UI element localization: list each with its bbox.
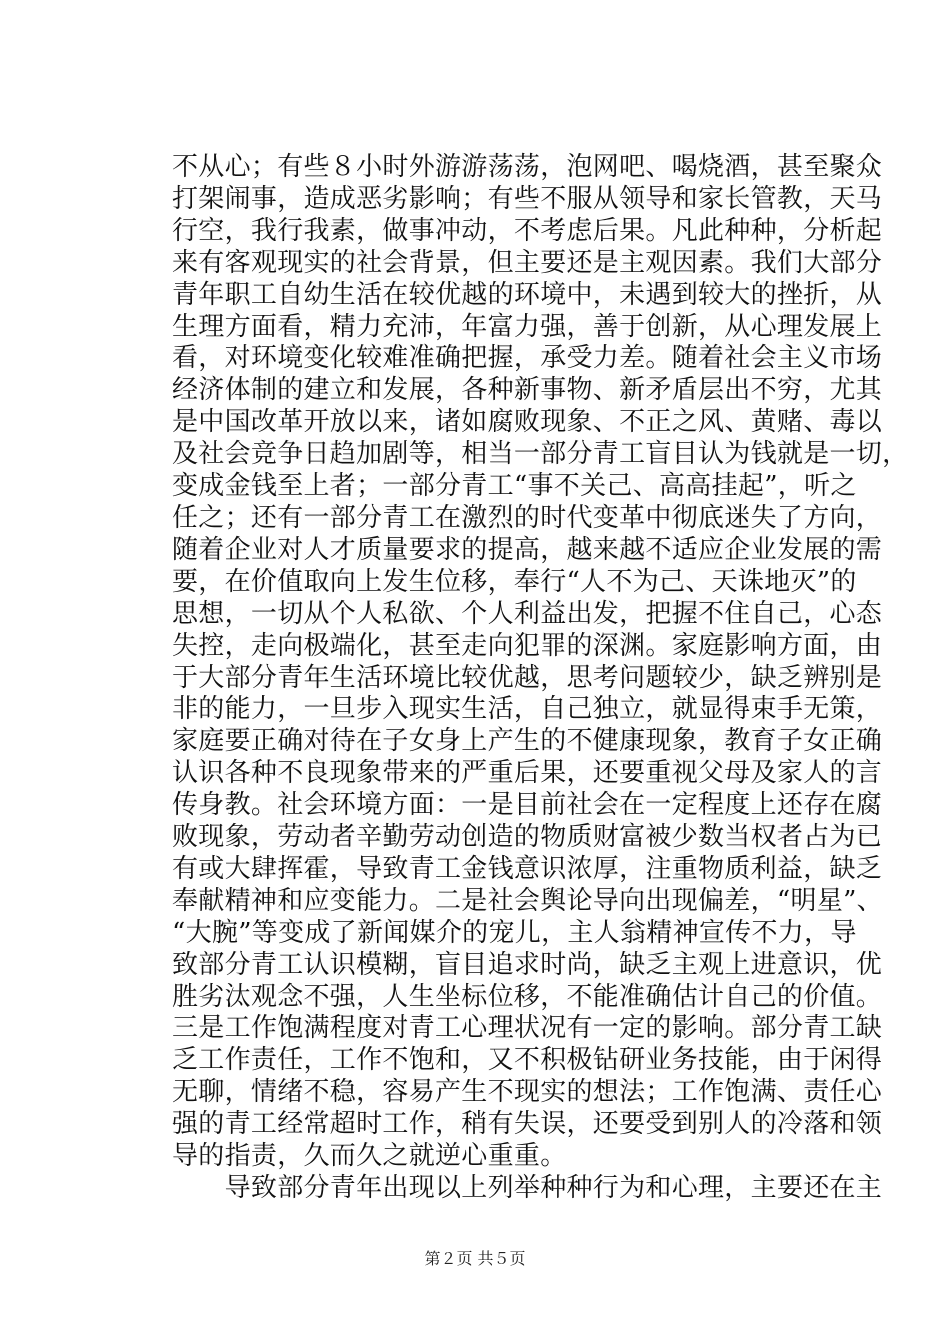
- text-line: 打架闹事，造成恶劣影响；有些不服从领导和家长管教，天马: [172, 183, 883, 214]
- text-line: 及社会竞争日趋加剧等，相当一部分青工盲目认为钱就是一切，: [172, 439, 909, 470]
- page-footer: 第２页 共５页: [424, 1249, 526, 1268]
- text-line: 失控，走向极端化，甚至走向犯罪的深渊。家庭影响方面，由: [172, 630, 883, 661]
- text-line: 来有客观现实的社会背景，但主要还是主观因素。我们大部分: [172, 247, 883, 278]
- body-text: [172, 152, 909, 1205]
- text-line: 生理方面看，精力充沛，年富力强，善于创新，从心理发展上: [172, 311, 883, 342]
- text-line: “大腕”等变成了新闻媒介的宠儿，主人翁精神宣传不力，导: [172, 917, 857, 948]
- text-line: 无聊，情绪不稳，容易产生不现实的想法；工作饱满、责任心: [172, 1077, 883, 1108]
- text-line: 任之；还有一部分青工在激烈的时代变革中彻底迷失了方向，: [172, 502, 883, 533]
- text-line: 看，对环境变化较难准确把握，承受力差。随着社会主义市场: [172, 343, 883, 374]
- text-line: 奉献精神和应变能力。二是社会舆论导向出现偏差，“明星”、: [172, 885, 883, 916]
- text-line: 是中国改革开放以来，诸如腐败现象、不正之风、黄赌、毒以: [172, 407, 883, 438]
- text-line: 要，在价值取向上发生位移，奉行“人不为己、天诛地灭”的: [172, 566, 857, 597]
- text-line: 青年职工自幼生活在较优越的环境中，未遇到较大的挫折，从: [172, 279, 883, 310]
- text-line: 胜劣汰观念不强，人生坐标位移，不能准确估计自己的价值。: [172, 981, 883, 1012]
- text-line: 家庭要正确对待在子女身上产生的不健康现象，教育子女正确: [172, 726, 883, 757]
- text-line: 传身教。社会环境方面：一是目前社会在一定程度上还存在腐: [172, 790, 883, 821]
- text-line: 思想，一切从个人私欲、个人利益出发，把握不住自己，心态: [172, 598, 883, 629]
- text-line: 变成金钱至上者；一部分青工“事不关己、高高挂起”，听之: [172, 471, 857, 502]
- text-line: 致部分青工认识模糊，盲目追求时尚，缺乏主观上进意识，优: [172, 949, 883, 980]
- text-line: 非的能力，一旦步入现实生活，自己独立，就显得束手无策，: [172, 694, 883, 725]
- text-line: 败现象，劳动者辛勤劳动创造的物质财富被少数当权者占为已: [172, 822, 883, 853]
- text-line: 不从心；有些８小时外游游荡荡，泡网吧、喝烧酒，甚至聚众: [172, 152, 883, 182]
- text-line: 有或大肆挥霍，导致青工金钱意识浓厚，注重物质利益，缺乏: [172, 853, 883, 884]
- text-line: 强的青工经常超时工作，稍有失误，还要受到别人的冷落和领: [172, 1109, 883, 1140]
- text-line: 行空，我行我素，做事冲动，不考虑后果。凡此种种，分析起: [172, 215, 883, 246]
- text-line: 随着企业对人才质量要求的提高，越来越不适应企业发展的需: [172, 534, 883, 565]
- text-line: 认识各种不良现象带来的严重后果，还要重视父母及家人的言: [172, 758, 883, 789]
- text-line: 导致部分青年出现以上列举种种行为和心理，主要还在主: [172, 1173, 883, 1203]
- text-line: 于大部分青年生活环境比较优越，思考问题较少，缺乏辨别是: [172, 662, 883, 693]
- text-line: 经济体制的建立和发展，各种新事物、新矛盾层出不穷，尤其: [172, 375, 883, 406]
- text-line: 三是工作饱满程度对青工心理状况有一定的影响。部分青工缺: [172, 1013, 883, 1044]
- text-line: 乏工作责任，工作不饱和，又不积极钻研业务技能，由于闲得: [172, 1045, 883, 1076]
- text-line: 导的指责，久而久之就逆心重重。: [172, 1141, 567, 1172]
